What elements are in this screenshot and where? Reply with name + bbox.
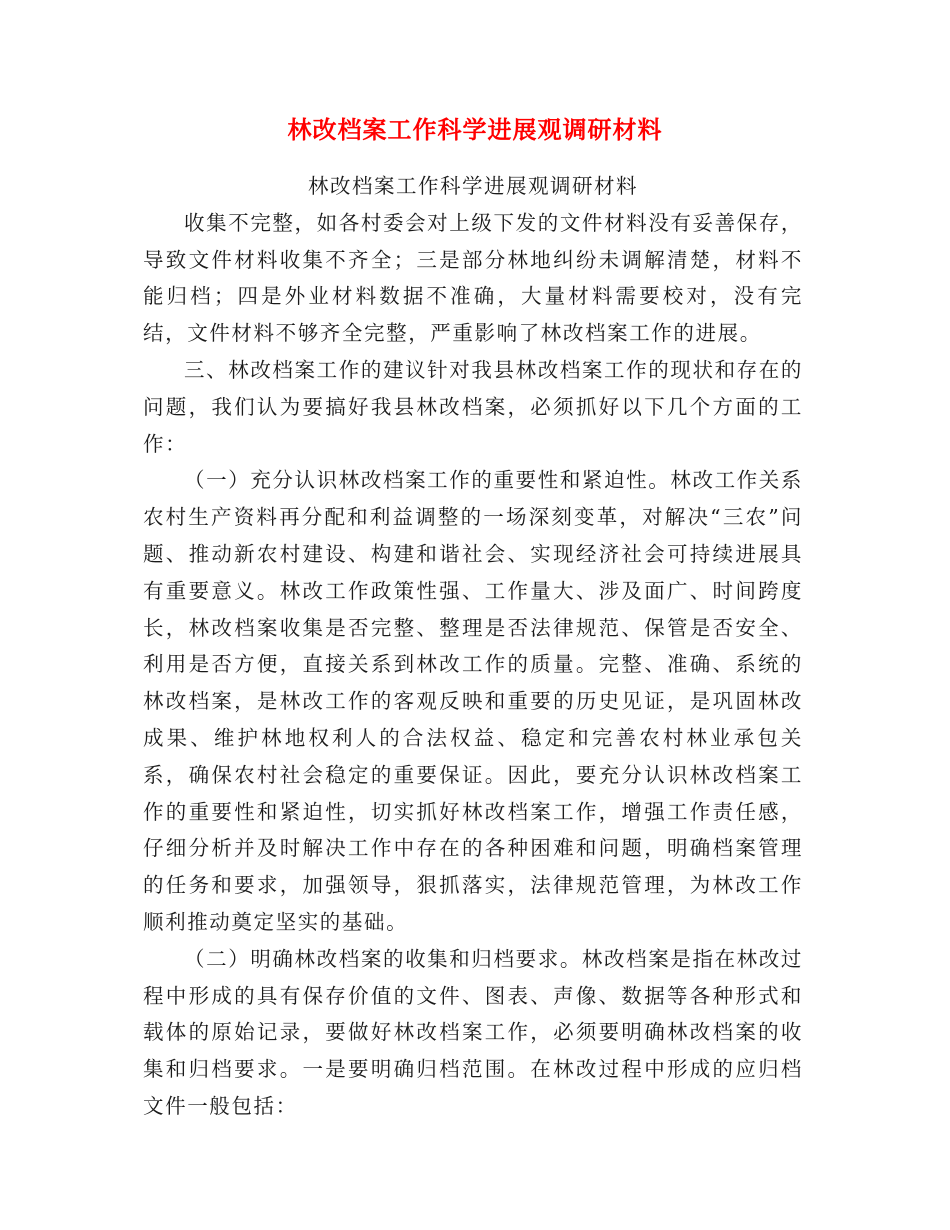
document-subtitle: 林改档案工作科学进展观调研材料 [308,174,638,198]
paragraph-1: 收集不完整，如各村委会对上级下发的文件材料没有妥善保存，导致文件材料收集不齐全；三是部分林地纠纷未调解清楚，材料不能归档；四是外业材料数据不准确，大量材料需要校对，没有完结，文件材料不够齐全完整，严重影响了林改档案工作的进展。 [143,210,803,346]
paragraph-4: （二）明确林改档案的收集和归档要求。林改档案是指在林改过程中形成的具有保存价值的文件、图表、声像、数据等各种形式和载体的原始记录，要做好林改档案工作，必须要明确林改档案的收集和归档要求。一是要明确归档范围。在林改过程中形成的应归档文件一般包括： [143,946,803,1118]
paragraph-2: 三、林改档案工作的建议针对我县林改档案工作的现状和存在的问题，我们认为要搞好我县林改档案，必须抓好以下几个方面的工作： [143,357,803,456]
paragraph-3: （一）充分认识林改档案工作的重要性和紧迫性。林改工作关系农村生产资料再分配和利益调整的一场深刻变革，对解决“三农”问题、推动新农村建设、构建和谐社会、实现经济社会可持续进展具有重要意义。林改工作政策性强、工作量大、涉及面广、时间跨度长，林改档案收集是否完整、整理是否法律规范、保管是否安全、利用是否方便，直接关系到林改工作的质量。完整、准确、系统的林改档案，是林改工作的客观反映和重要的历史见证，是巩固林改成果、维护林地权利人的合法权益、稳定和完善农村林业承包关系，确保农村社会稳定的重要保证。因此，要充分认识林改档案工作的重要性和紧迫性，切实抓好林改档案工作，增强工作责任感，仔细分析并及时解决工作中存在的各种困难和问题，明确档案管理的任务和要求，加强领导，狠抓落实，法律规范管理，为林改工作顺利推动奠定坚实的基础。 [143,468,803,934]
document-body [143,168,803,1125]
document-title: 林改档案工作科学进展观调研材料 [287,115,663,144]
